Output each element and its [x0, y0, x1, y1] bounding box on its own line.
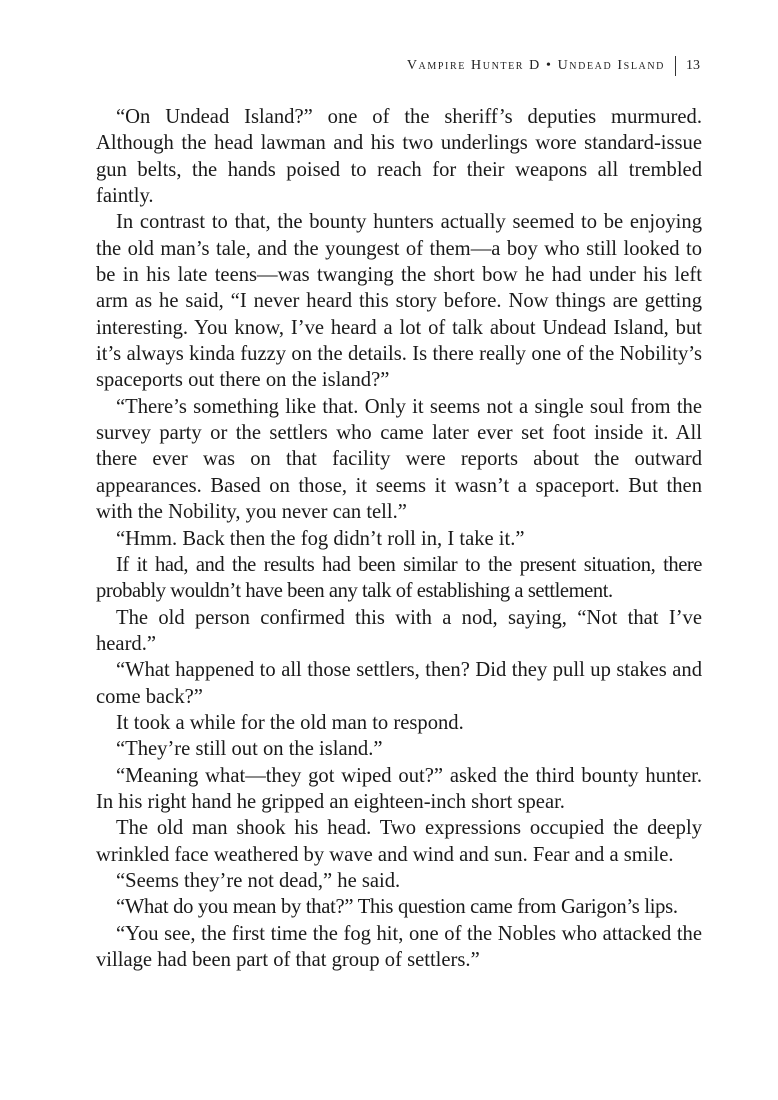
paragraph: “What do you mean by that?” This question came from Garigon’s lips.	[116, 896, 678, 919]
paragraph: “Seems they’re not dead,” he said.	[116, 869, 401, 892]
running-header	[407, 56, 700, 76]
header-divider	[675, 56, 676, 76]
paragraph: “Meaning what—they got wiped out?” asked the third bounty hunter. In his right hand he gripped an eighteen-inch short spear.	[96, 764, 702, 813]
paragraph: “What happened to all those settlers, then? Did they pull up stakes and come back?”	[96, 659, 702, 708]
paragraph: “They’re still out on the island.”	[116, 738, 383, 761]
paragraph: “You see, the first time the fog hit, one of the Nobles who attacked the village had been part of that group of settlers.”	[96, 922, 702, 971]
running-header-title: Vampire Hunter D • Undead Island	[406, 58, 665, 73]
paragraph: If it had, and the results had been similar to the present situation, there probably wouldn’t have been any talk of establishing a settlement.	[96, 553, 702, 603]
paragraph: In contrast to that, the bounty hunters actually seemed to be enjoying the old man’s tale, and the youngest of them—a boy who still looked to be in his late teens—was twanging the short bow he had under his left arm as he said, “I never heard this story before. Now things are getting interesting. You know, I’ve heard a lot of talk about Undead Island, but it’s always kinda fuzzy on the details. Is there really one of the Nobility’s spaceports out there on the island?”	[96, 211, 702, 392]
paragraph: “There’s something like that. Only it seems not a single soul from the survey party or the settlers who came later ever set foot inside it. All there ever was on that facility were reports about the outward appearances. Based on those, it seems it wasn’t a spaceport. But then with the Nobility, you never can tell.”	[96, 395, 702, 524]
paragraph: The old man shook his head. Two expressions occupied the deeply wrinkled face weathered by wave and wind and sun. Fear and a smile.	[96, 817, 702, 866]
paragraph: “Hmm. Back then the fog didn’t roll in, I take it.”	[116, 527, 525, 550]
body-text	[96, 104, 702, 973]
page-number: 13	[686, 58, 700, 73]
paragraph: “On Undead Island?” one of the sheriff’s deputies murmured. Although the head lawman and his two underlings wore standard-issue gun belts, the hands poised to reach for their weapons all trembled faintly.	[96, 106, 702, 208]
paragraph: The old person confirmed this with a nod, saying, “Not that I’ve heard.”	[96, 606, 702, 655]
paragraph: It took a while for the old man to respond.	[116, 711, 464, 734]
